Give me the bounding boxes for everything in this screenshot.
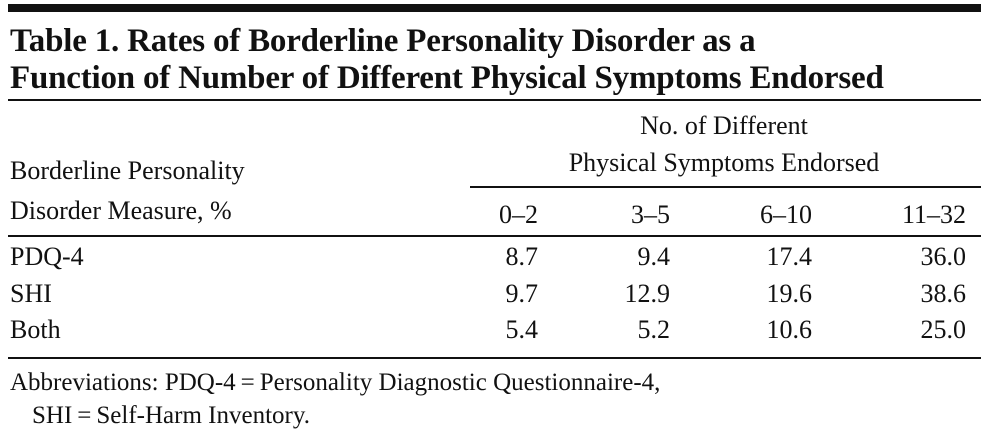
bottom-rule xyxy=(8,357,981,359)
title-rule xyxy=(8,99,981,101)
column-header-6-10: 6–10 xyxy=(760,200,812,229)
top-rule xyxy=(8,4,981,12)
table-cell: 5.2 xyxy=(637,315,670,344)
title-line-2: Function of Number of Different Physical Symptoms Endorsed xyxy=(10,60,884,96)
table-row xyxy=(0,279,991,315)
table-title xyxy=(10,23,985,97)
table-cell: 9.7 xyxy=(505,279,538,308)
row-header-line-1: Borderline Personality xyxy=(10,156,245,185)
spanner-line-2: Physical Symptoms Endorsed xyxy=(568,148,880,177)
table-cell: 19.6 xyxy=(766,279,812,308)
table-row xyxy=(0,315,991,351)
table-row xyxy=(0,242,991,278)
spanner-line-1: No. of Different xyxy=(640,111,808,140)
column-header-3-5: 3–5 xyxy=(631,200,670,229)
table-footnote xyxy=(10,366,970,432)
row-label: Both xyxy=(10,315,61,344)
footnote-line-2: SHI = Self-Harm Inventory. xyxy=(32,402,310,429)
table-cell: 8.7 xyxy=(505,242,538,271)
table-cell: 25.0 xyxy=(920,315,966,344)
table-cell: 12.9 xyxy=(624,279,670,308)
table-cell: 5.4 xyxy=(505,315,538,344)
table-cell: 36.0 xyxy=(920,242,966,271)
row-label: PDQ-4 xyxy=(10,242,84,271)
header-rule xyxy=(8,235,981,237)
footnote-line-1: Abbreviations: PDQ-4 = Personality Diagnostic Questionnaire-4, xyxy=(10,369,661,396)
column-header-11-32: 11–32 xyxy=(901,200,966,229)
row-header-line-2: Disorder Measure, % xyxy=(10,196,232,225)
title-line-1: Table 1. Rates of Borderline Personality Disorder as a xyxy=(10,23,756,59)
table-cell: 10.6 xyxy=(766,315,812,344)
table-cell: 9.4 xyxy=(637,242,670,271)
spanner-rule xyxy=(470,186,981,188)
row-label: SHI xyxy=(10,279,52,308)
table-cell: 38.6 xyxy=(920,279,966,308)
table-cell: 17.4 xyxy=(766,242,812,271)
column-header-0-2: 0–2 xyxy=(499,200,538,229)
